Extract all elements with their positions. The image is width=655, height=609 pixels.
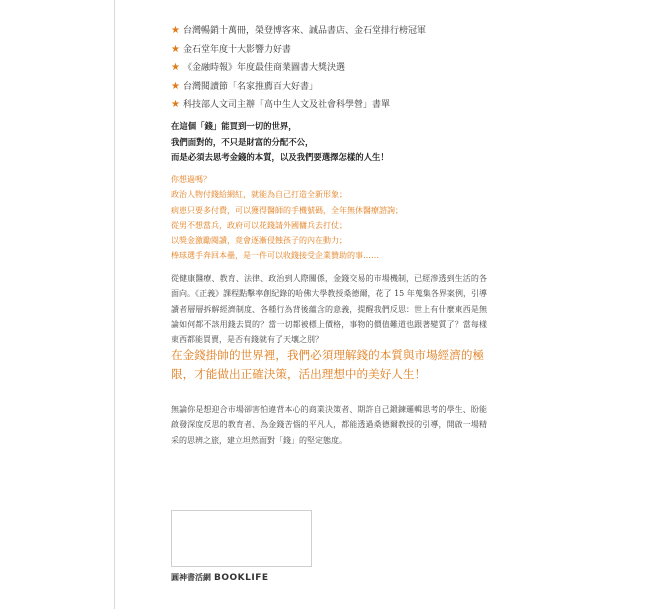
- question-line: 政治人物付錢給網紅，就能為自己打造全新形象；: [171, 190, 347, 200]
- star-icon: ★: [171, 99, 180, 111]
- award-text: 科技部人文司主辦「高中生人文及社會科學營」書單: [182, 100, 390, 111]
- question-line: 以獎金激勵閱讀，竟會逐漸侵蝕孩子的內在動力；: [171, 236, 347, 246]
- award-item: [171, 59, 501, 78]
- intro-statement: [171, 119, 491, 166]
- star-icon: ★: [171, 43, 180, 55]
- question-line: 病患只要多付費，可以獲得醫師的手機號碼，全年無休醫療諮詢；: [171, 205, 403, 215]
- award-item: [171, 96, 501, 115]
- award-text: 台灣閱讀節「名家推薦百大好書」: [182, 81, 318, 92]
- award-text: 台灣暢銷十萬冊，榮登博客來、誠品書店、金石堂排行榜冠軍: [182, 26, 426, 36]
- body-paragraph: 從健康醫療、教育、法律、政治到人際關係，金錢交易的市場機制，已經滲透到生活的各面向。《正義》課程點擊率創紀錄的哈佛大學教授桑德爾，花了 15 年蒐集各界案例，引導讀者層層拆解經濟制度、各種行為背後蘊含的意義，提醒我們反思：世上有什麼東西是無論如何都不該用錢去買的？當一切都被標上價格，事物的價值難道也跟著變質了？當每樣東西都能買賣，是否有錢就有了天壤之別？: [171, 274, 487, 345]
- question-line: 棒球選手奔回本壘，是一件可以收錢接受企業贊助的事……: [171, 251, 379, 261]
- star-icon: ★: [171, 62, 180, 74]
- question-line: 從男不想當兵，政府可以花錢請外國傭兵去打仗；: [171, 220, 347, 230]
- award-text: 金石堂年度十大影響力好書: [182, 44, 291, 55]
- question-line: 你想過嗎？: [171, 175, 211, 184]
- page-left-rule: [114, 0, 115, 609]
- logo-cn-text: 圓神書活網: [171, 573, 211, 582]
- award-text: 《金融時報》年度最佳商業圖書大獎決選: [182, 63, 345, 74]
- publisher-logo: [171, 572, 269, 583]
- image-placeholder: [171, 510, 312, 567]
- award-item: [171, 22, 501, 41]
- star-icon: ★: [171, 25, 180, 36]
- closing-paragraph: 無論你是想迎合市場卻害怕違背本心的商業決策者、期許自己鍛鍊邏輯思考的學生、盼能啟發深度反思的教育者、為金錢苦惱的平凡人，都能透過桑德爾教授的引導，開啟一場精采的思辨之旅，建立坦然面對「錢」的堅定態度。: [171, 405, 487, 445]
- award-item: [171, 41, 501, 60]
- star-icon: ★: [171, 80, 180, 92]
- intro-line: 我們面對的，不只是財富的分配不公，: [171, 136, 314, 147]
- logo-en-text: BOOKLIFE: [214, 573, 269, 583]
- questions-block: [171, 172, 491, 264]
- intro-line: 在這個「錢」能買到一切的世界，: [171, 121, 297, 131]
- highlight-statement: 在金錢掛帥的世界裡，我們必須理解錢的本質與市場經濟的極限，才能做出正確決策，活出理想中的美好人生！: [171, 348, 485, 381]
- award-item: [171, 78, 501, 97]
- awards-list: [171, 22, 501, 115]
- intro-line: 而是必須去思考金錢的本質，以及我們要選擇怎樣的人生！: [171, 152, 389, 162]
